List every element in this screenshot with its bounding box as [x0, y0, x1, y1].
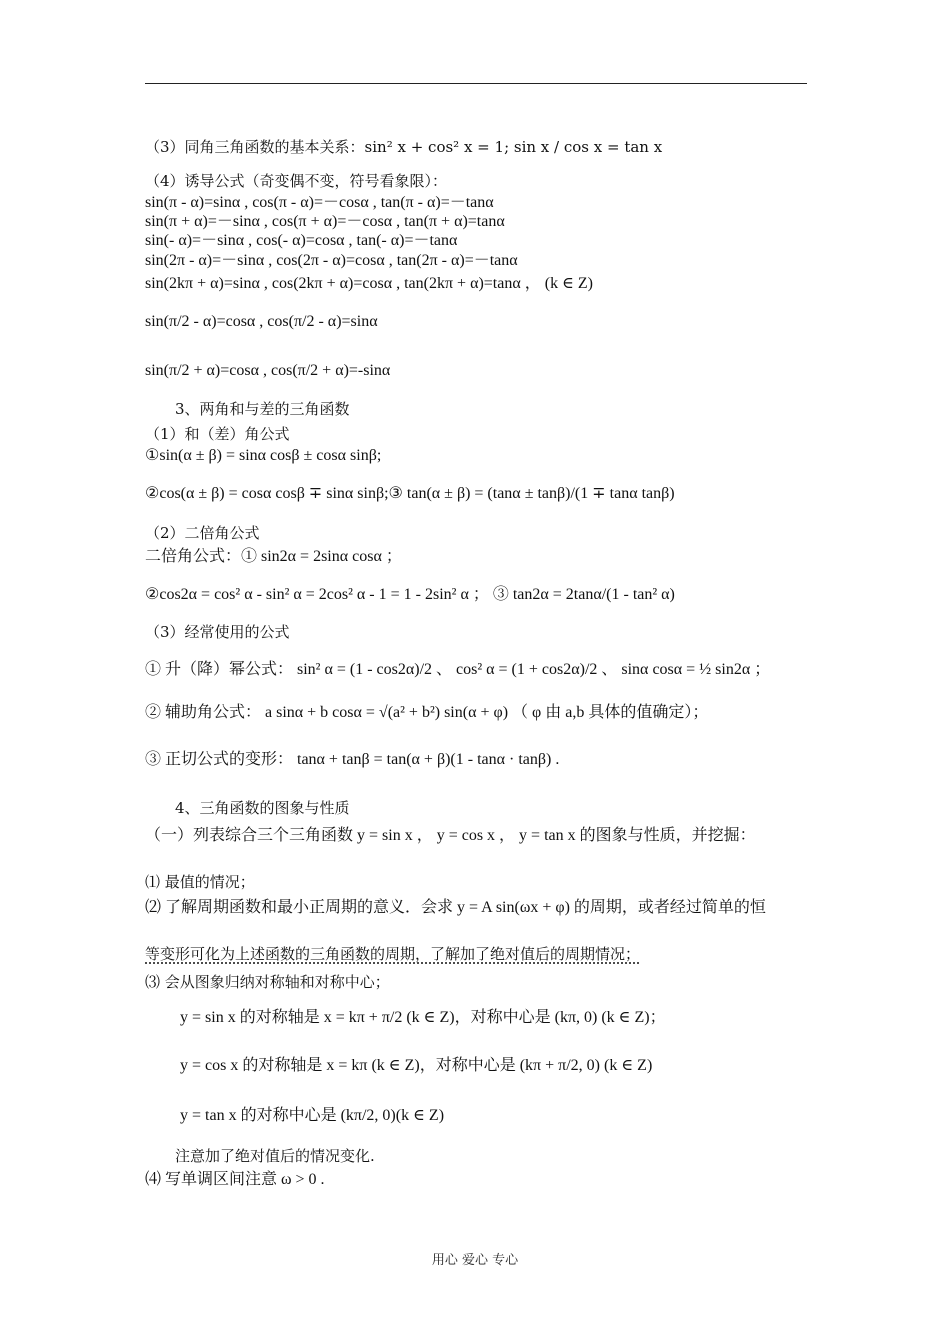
absolute-value-note: 注意加了绝对值后的情况变化. — [175, 1147, 375, 1165]
induction-formula: sin(π - α)=sinα , cos(π - α)=－cosα , tan(π - α)=－tanα — [145, 194, 494, 211]
tangent-transform-formula: ③ 正切公式的变形： tanα + tanβ = tan(α + β)(1 - tanα · tanβ) . — [145, 751, 560, 768]
auxiliary-angle-formula: ② 辅助角公式： a sinα + b cosα = √(a² + b²) sin(α + φ) （ φ 由 a,b 具体的值确定）； — [145, 704, 709, 721]
double-angle-subtitle: （2）二倍角公式 — [145, 524, 260, 542]
induction-formula: sin(π/2 + α)=cosα , cos(π/2 + α)=-sinα — [145, 362, 391, 379]
induction-formula: sin(π + α)=－sinα , cos(π + α)=－cosα , tan(π + α)=tanα — [145, 213, 505, 230]
section-3-title: 3、两角和与差的三角函数 — [175, 400, 350, 418]
sum-formula: ②cos(α ± β) = cosα cosβ ∓ sinα sinβ;③ tan(α ± β) = (tanα ± tanβ)/(1 ∓ tanα tanβ) — [145, 485, 675, 502]
power-reduction-formula: ① 升（降）幂公式： sin² α = (1 - cos2α)/2 、 cos² α = (1 + cos2α)/2 、 sinα cosα = ½ sin2α ； — [145, 661, 771, 678]
symmetry-cos: y = cos x 的对称轴是 x = kπ (k ∈ Z)，对称中心是 (kπ + π/2, 0) (k ∈ Z) — [180, 1057, 653, 1074]
double-angle-formula: ②cos2α = cos² α - sin² α = 2cos² α - 1 = 1 - 2sin² α ； ③ tan2α = 2tanα/(1 - tan² α) — [145, 586, 675, 603]
list-item: 等变形可化为上述函数的三角函数的周期，了解加了绝对值后的周期情况； — [145, 945, 641, 963]
section-4-title: 4、三角函数的图象与性质 — [175, 799, 350, 817]
induction-formula: sin(2kπ + α)=sinα , cos(2kπ + α)=cosα , tan(2kπ + α)=tanα ， (k ∈ Z) — [145, 275, 594, 292]
common-formula-subtitle: （3）经常使用的公式 — [145, 623, 290, 641]
graph-properties-intro: （一）列表综合三个三角函数 y = sin x ， y = cos x ， y = tan x 的图象与性质，并挖掘： — [145, 827, 756, 844]
induction-formula: sin(π/2 - α)=cosα , cos(π/2 - α)=sinα — [145, 313, 378, 330]
double-angle-formula: 二倍角公式：① sin2α = 2sinα cosα ； — [145, 548, 402, 565]
induction-formula: sin(2π - α)=－sinα , cos(2π - α)=cosα , tan(2π - α)=－tanα — [145, 252, 518, 269]
list-item: ⑶ 会从图象归纳对称轴和对称中心； — [145, 973, 390, 991]
list-item: ⑴ 最值的情况； — [145, 873, 255, 891]
symmetry-tan: y = tan x 的对称中心是 (kπ/2, 0)(k ∈ Z) — [180, 1107, 445, 1124]
induction-formula: sin(- α)=－sinα , cos(- α)=cosα , tan(- α)=－tanα — [145, 232, 458, 249]
page-footer: 用心 爱心 专心 — [431, 1253, 519, 1268]
symmetry-sin: y = sin x 的对称轴是 x = kπ + π/2 (k ∈ Z)，对称中心是 (kπ, 0) (k ∈ Z)； — [180, 1009, 666, 1026]
basic-relation: （3）同角三角函数的基本关系：sin² x + cos² x = 1; sin x / cos x = tan x — [145, 138, 663, 156]
list-item: ⑷ 写单调区间注意 ω > 0 . — [145, 1171, 325, 1188]
sum-formula: ①sin(α ± β) = sinα cosβ ± cosα sinβ; — [145, 447, 382, 464]
sum-diff-subtitle: （1）和（差）角公式 — [145, 425, 290, 443]
header-rule — [145, 83, 807, 84]
induction-title: （4）诱导公式（奇变偶不变，符号看象限）： — [145, 172, 448, 190]
list-item: ⑵ 了解周期函数和最小正周期的意义．会求 y = A sin(ωx + φ) 的周期，或者经过简单的恒 — [145, 899, 766, 916]
